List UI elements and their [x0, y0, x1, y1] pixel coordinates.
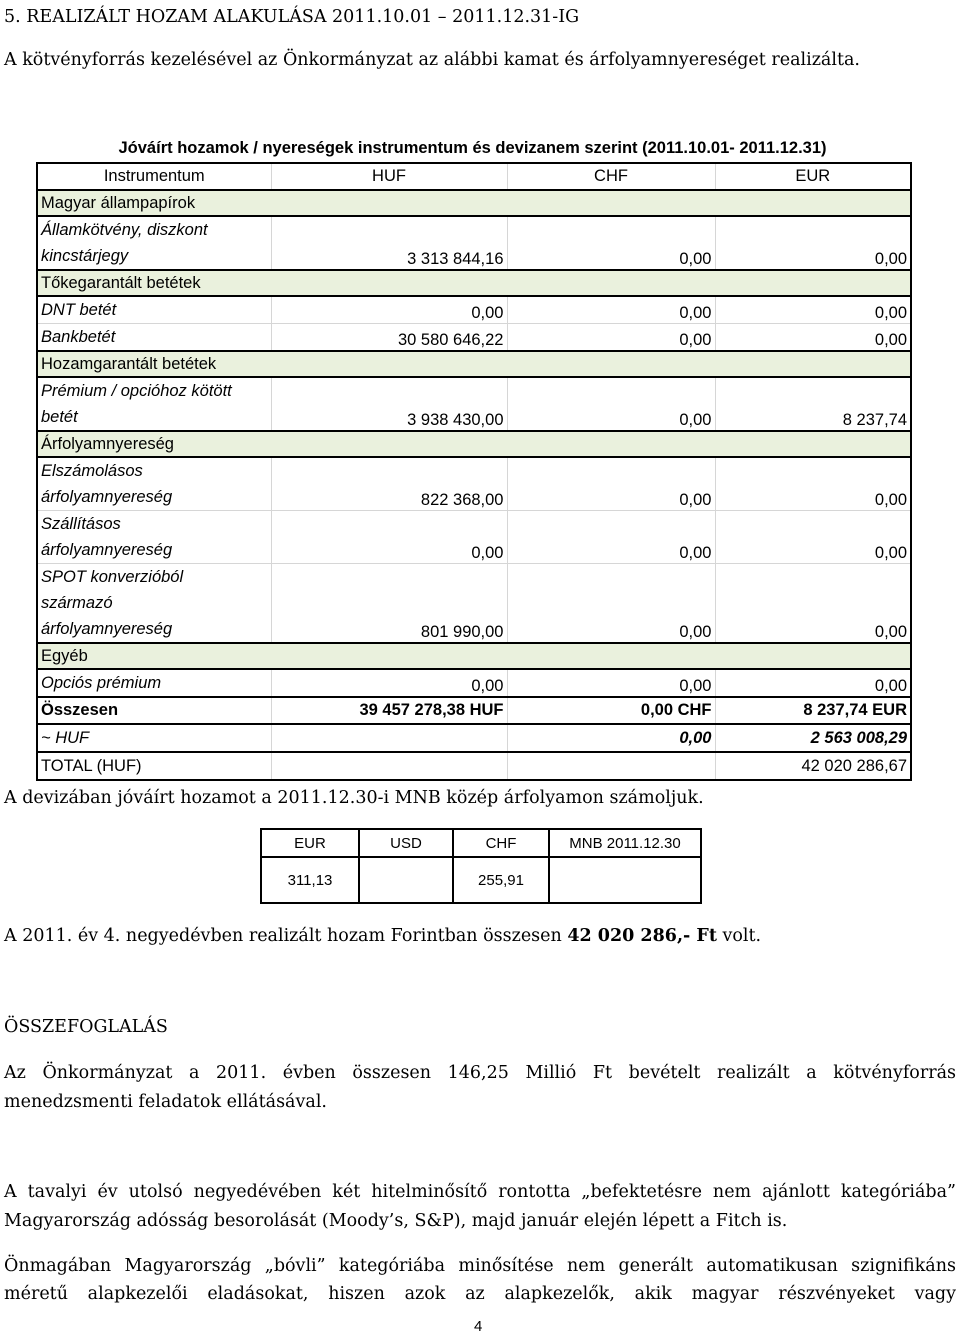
cell-huf: 822 368,00 — [271, 457, 507, 511]
summary-paragraph-2-line-2: Magyarország adósság besorolását (Moody’s, S&P), majd január elején lépett a Fitch is. — [4, 1211, 788, 1231]
rate-header-chf: CHF — [453, 829, 549, 857]
row-label-line: Államkötvény, diszkont — [41, 221, 208, 239]
table-row — [37, 457, 911, 511]
group-label: Hozamgarantált betétek — [37, 351, 911, 377]
row-label-line: betét — [41, 408, 78, 426]
group-row — [37, 431, 911, 457]
cell-eur: 0,00 — [715, 564, 911, 644]
row-label: Bankbetét — [37, 324, 271, 352]
table-row — [37, 377, 911, 431]
cell-eur: 0,00 — [715, 457, 911, 511]
group-label: Árfolyamnyereség — [37, 431, 911, 457]
summary-paragraph-3-line-1: Önmagában Magyarország „bóvli” kategóriába minősítése nem generált automatikusan szignifikáns — [4, 1256, 956, 1276]
table-caption: Jóváírt hozamok / nyereségek instrumentum és devizanem szerint (2011.10.01- 2011.12.31) — [118, 138, 827, 157]
rate-value-row — [261, 857, 701, 903]
row-label-line: SPOT konverzióból — [41, 568, 184, 586]
row-label — [37, 377, 271, 431]
grand-total-huf — [271, 752, 507, 780]
rate-value-chf: 255,91 — [453, 857, 549, 903]
row-label-line: kincstárjegy — [41, 247, 129, 265]
approx-chf: 0,00 — [507, 724, 715, 752]
group-row — [37, 190, 911, 216]
header-chf: CHF — [507, 163, 715, 190]
row-label-line: Prémium / opcióhoz kötött — [41, 382, 232, 400]
summary-line-end: volt. — [716, 926, 762, 946]
cell-chf: 0,00 — [507, 296, 715, 324]
group-row — [37, 643, 911, 669]
total-chf: 0,00 CHF — [507, 697, 715, 724]
summary-paragraph-1-line-1: Az Önkormányzat a 2011. évben összesen 146,25 Millió Ft bevételt realizált a kötvényforrás — [4, 1063, 956, 1083]
table-row — [37, 511, 911, 564]
summary-paragraph-2-line-1: A tavalyi év utolsó negyedévében két hitelminősítő rontotta „befektetésre nem ajánlott kategóriába” — [4, 1182, 956, 1202]
rate-value-mnb — [549, 857, 701, 903]
summary-line-amount: 42 020 286,- Ft — [567, 926, 717, 946]
row-label-line: Szállításos — [41, 515, 121, 533]
grand-total-chf — [507, 752, 715, 780]
table-row — [37, 296, 911, 324]
group-row — [37, 270, 911, 296]
rate-note: A devizában jóváírt hozamot a 2011.12.30-i MNB közép árfolyamon számoljuk. — [4, 788, 704, 808]
rate-header-mnb: MNB 2011.12.30 — [549, 829, 701, 857]
total-row — [37, 697, 911, 724]
summary-line — [4, 925, 761, 947]
header-instrument: Instrumentum — [37, 163, 271, 190]
page-number: 4 — [474, 1318, 483, 1335]
group-row — [37, 351, 911, 377]
group-label: Egyéb — [37, 643, 911, 669]
cell-eur: 0,00 — [715, 296, 911, 324]
summary-paragraph-1-line-2: menedzsmenti feladatok ellátásával. — [4, 1092, 327, 1112]
rate-header-eur: EUR — [261, 829, 359, 857]
cell-huf: 3 938 430,00 — [271, 377, 507, 431]
cell-huf: 3 313 844,16 — [271, 216, 507, 270]
group-label: Magyar állampapírok — [37, 190, 911, 216]
row-label-line: árfolyamnyereség — [41, 541, 173, 559]
approx-label: ~ HUF — [37, 724, 271, 752]
section-heading: 5. REALIZÁLT HOZAM ALAKULÁSA 2011.10.01 – 2011.12.31-IG — [4, 7, 580, 27]
cell-huf: 801 990,00 — [271, 564, 507, 644]
rate-value-eur: 311,13 — [261, 857, 359, 903]
summary-heading: ÖSSZEFOGLALÁS — [4, 1017, 168, 1037]
rate-header-row — [261, 829, 701, 857]
cell-eur: 0,00 — [715, 324, 911, 352]
cell-eur: 8 237,74 — [715, 377, 911, 431]
cell-chf: 0,00 — [507, 457, 715, 511]
exchange-rate-table — [260, 828, 702, 904]
approx-eur: 2 563 008,29 — [715, 724, 911, 752]
table-caption-row — [37, 134, 911, 163]
cell-eur: 0,00 — [715, 216, 911, 270]
header-huf: HUF — [271, 163, 507, 190]
cell-chf: 0,00 — [507, 669, 715, 697]
cell-chf: 0,00 — [507, 564, 715, 644]
cell-chf: 0,00 — [507, 324, 715, 352]
total-label: Összesen — [37, 697, 271, 724]
row-label-line: Elszámolásos — [41, 462, 143, 480]
row-label-line: árfolyamnyereség — [41, 620, 173, 638]
total-eur: 8 237,74 EUR — [715, 697, 911, 724]
header-eur: EUR — [715, 163, 911, 190]
row-label — [37, 564, 271, 644]
cell-chf: 0,00 — [507, 511, 715, 564]
group-label: Tőkegarantált betétek — [37, 270, 911, 296]
section-intro: A kötvényforrás kezelésével az Önkormányzat az alábbi kamat és árfolyamnyereséget realizálta. — [4, 50, 860, 70]
row-label-line: származó — [41, 594, 113, 612]
cell-eur: 0,00 — [715, 669, 911, 697]
table-row — [37, 564, 911, 644]
rate-value-usd — [359, 857, 453, 903]
grand-total-row — [37, 752, 911, 780]
summary-line-text: A 2011. év 4. negyedévben realizált hozam Forintban összesen — [4, 926, 568, 946]
cell-huf: 0,00 — [271, 296, 507, 324]
cell-eur: 0,00 — [715, 511, 911, 564]
row-label: DNT betét — [37, 296, 271, 324]
cell-huf: 0,00 — [271, 669, 507, 697]
cell-huf: 30 580 646,22 — [271, 324, 507, 352]
grand-total-eur: 42 020 286,67 — [715, 752, 911, 780]
table-row — [37, 669, 911, 697]
row-label — [37, 216, 271, 270]
table-header-row — [37, 163, 911, 190]
cell-chf: 0,00 — [507, 216, 715, 270]
table-row — [37, 324, 911, 352]
row-label: Opciós prémium — [37, 669, 271, 697]
table-row — [37, 216, 911, 270]
row-label — [37, 457, 271, 511]
row-label-line: árfolyamnyereség — [41, 488, 173, 506]
approx-huf — [271, 724, 507, 752]
grand-total-label: TOTAL (HUF) — [37, 752, 271, 780]
cell-huf: 0,00 — [271, 511, 507, 564]
summary-paragraph-3-line-2: méretű alapkezelői eladásokat, hiszen azok az alapkezelők, akik magyar részvényeket vagy — [4, 1284, 956, 1304]
rate-header-usd: USD — [359, 829, 453, 857]
cell-chf: 0,00 — [507, 377, 715, 431]
row-label — [37, 511, 271, 564]
approx-huf-row — [37, 724, 911, 752]
total-huf: 39 457 278,38 HUF — [271, 697, 507, 724]
yield-table — [36, 134, 912, 781]
